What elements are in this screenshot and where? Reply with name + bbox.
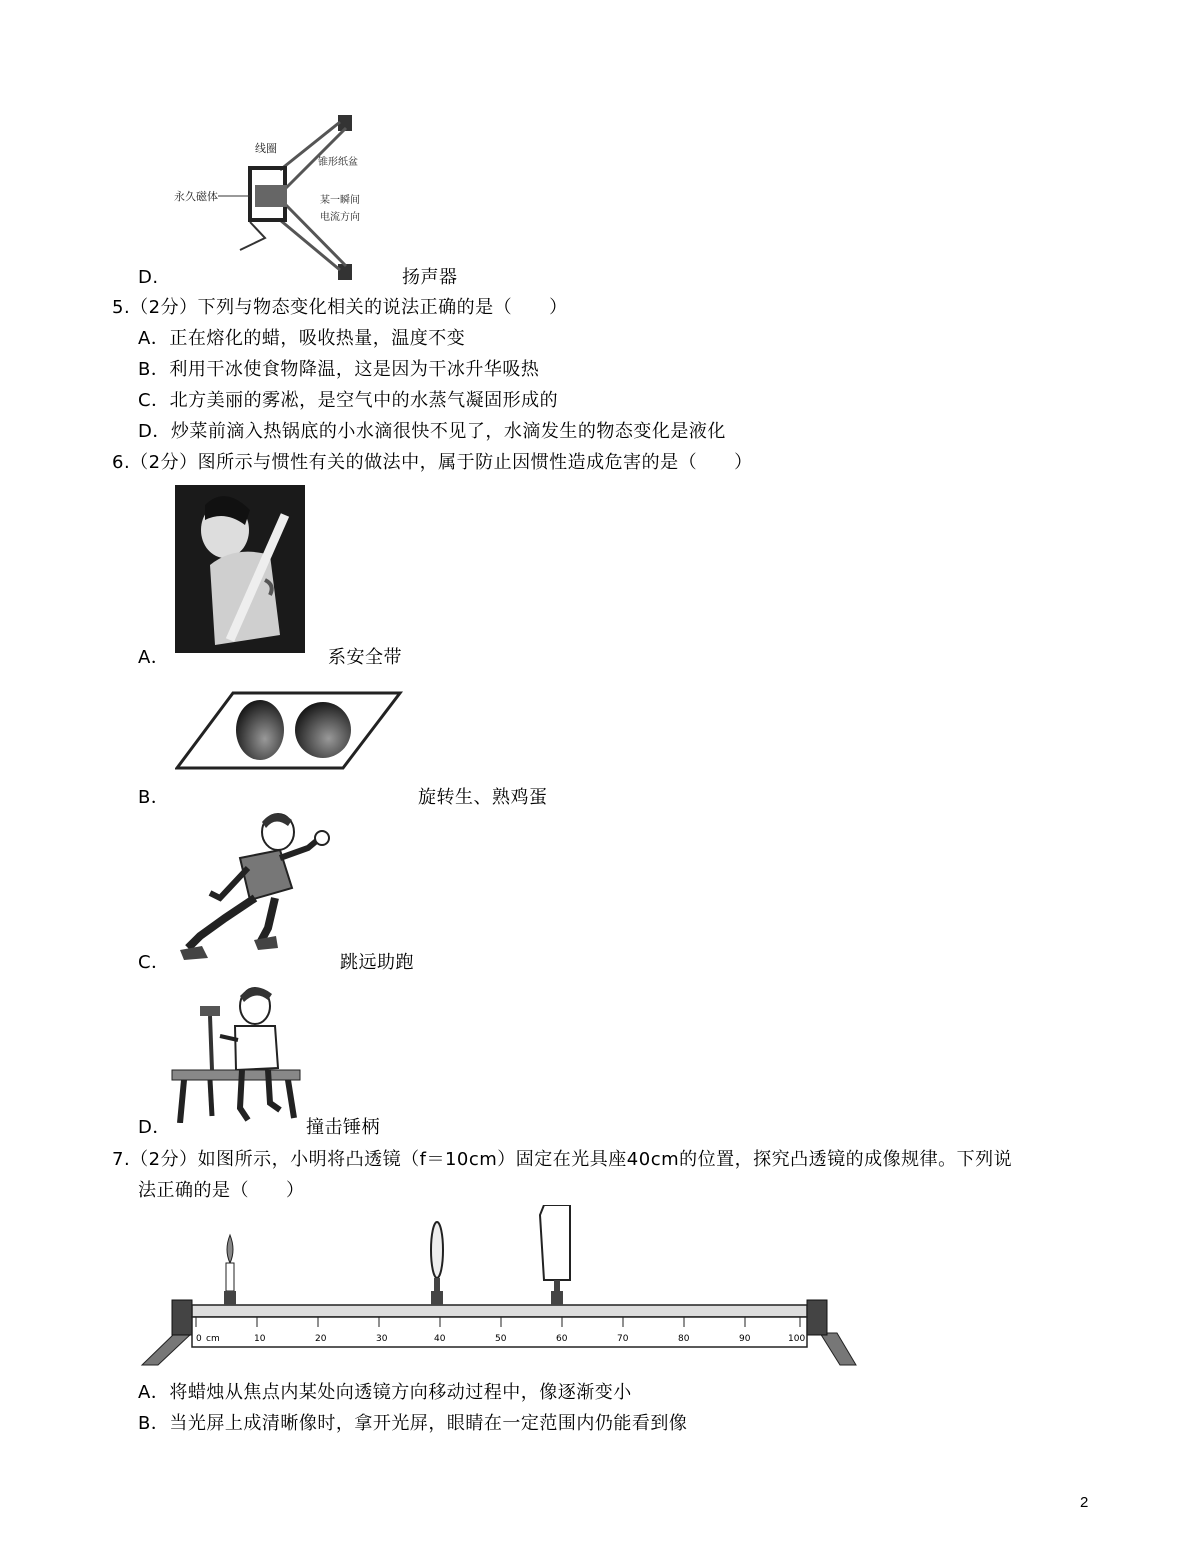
q7-stem-line2: 法正确的是（ ）: [138, 1180, 305, 1201]
hammer-figure: [170, 978, 310, 1123]
tick-10: 10: [254, 1334, 266, 1344]
q6-stem: 6.（2分）图所示与惯性有关的做法中，属于防止因惯性造成危害的是（ ）: [112, 452, 753, 473]
label-current-1: 某一瞬间: [320, 195, 360, 206]
label-cone: 锥形纸盆: [318, 157, 358, 168]
tick-70: 70: [617, 1334, 629, 1344]
q5-option-a: A．正在熔化的蜡，吸收热量，温度不变: [138, 328, 466, 349]
tick-0: 0: [196, 1334, 202, 1344]
q6-option-d-label: D．: [138, 1117, 171, 1138]
eggs-figure: [175, 690, 405, 772]
page-number: 2: [1080, 1494, 1089, 1511]
tick-50: 50: [495, 1334, 507, 1344]
loudspeaker-figure: [170, 110, 410, 285]
tick-90: 90: [739, 1334, 751, 1344]
q5-stem: 5.（2分）下列与物态变化相关的说法正确的是（ ）: [112, 297, 568, 318]
tick-80: 80: [678, 1334, 690, 1344]
q7-stem-line1: 7.（2分）如图所示，小明将凸透镜（f＝10cm）固定在光具座40cm的位置，探究凸透镜的成像规律。下列说: [112, 1149, 1013, 1170]
q6-option-b-label: B．: [138, 787, 170, 808]
q6-option-a-label: A．: [138, 647, 170, 668]
q5-option-c: C．北方美丽的雾凇，是空气中的水蒸气凝固形成的: [138, 390, 559, 411]
q6-option-c-label: C．: [138, 952, 170, 973]
light-screen: [540, 1205, 570, 1305]
label-current-2: 电流方向: [320, 212, 360, 223]
q6-option-a-caption: 系安全带: [328, 647, 402, 668]
q5-option-b: B．利用干冰使食物降温，这是因为干冰升华吸热: [138, 359, 540, 380]
tick-40: 40: [434, 1334, 446, 1344]
convex-lens: [431, 1222, 443, 1305]
label-coil: 线圈: [255, 142, 277, 155]
q6-option-c-caption: 跳远助跑: [340, 952, 414, 973]
q7-option-a: A．将蜡烛从焦点内某处向透镜方向移动过程中，像逐渐变小: [138, 1382, 632, 1403]
q6-option-d-caption: 撞击锤柄: [306, 1117, 380, 1138]
q5-option-d: D．炒菜前滴入热锅底的小水滴很快不见了，水滴发生的物态变化是液化: [138, 421, 726, 442]
tick-cm: cm: [206, 1334, 220, 1344]
q7-option-b: B．当光屏上成清晰像时，拿开光屏，眼睛在一定范围内仍能看到像: [138, 1413, 688, 1434]
seatbelt-photo: [175, 485, 320, 655]
tick-30: 30: [376, 1334, 388, 1344]
q4-option-d-caption: 扬声器: [402, 267, 458, 288]
tick-60: 60: [556, 1334, 568, 1344]
q4-option-d-label: D.: [138, 267, 159, 288]
label-magnet: 永久磁体: [174, 190, 218, 203]
candle: [224, 1235, 236, 1305]
tick-20: 20: [315, 1334, 327, 1344]
q6-option-b-caption: 旋转生、熟鸡蛋: [418, 787, 548, 808]
tick-100: 100: [788, 1334, 806, 1344]
optical-bench-figure: [140, 1205, 860, 1370]
running-boy-figure: [180, 808, 340, 966]
